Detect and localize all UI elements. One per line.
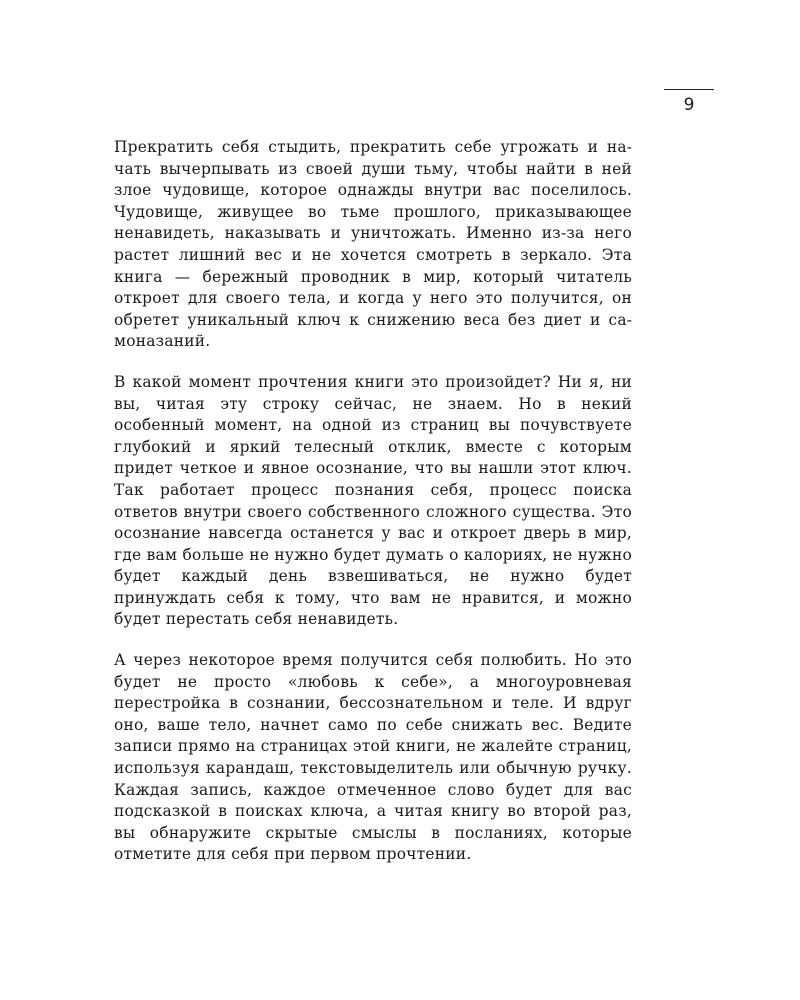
- page-number: 9: [683, 95, 695, 115]
- page-number-rule: [664, 89, 714, 90]
- paragraph: Прекратить себя стыдить, прекратить себе угрожать и начать вычерпывать из своей души тьму, чтобы найти в ней злое чудовище, которое однажды внутри вас поселилось. Чудовище, живущее во тьме прошлого, приказывающее ненавидеть, наказывать и уничтожать. Именно из-за него растет лишний вес и не хочется смотреть в зеркало. Эта книга — бережный проводник в мир, который читатель откроет для своего тела, и когда у него это получится, он обретет уникальный ключ к снижению веса без диет и самоназаний.: [114, 138, 632, 351]
- paragraph: А через некоторое время получится себя полюбить. Но это будет не просто «любовь к себе», а многоуровневая перестройка в сознании, бессознательном и теле. И вдруг оно, ваше тело, начнет само по себе снижать вес. Ведите записи прямо на страницах этой книги, не жалейте страниц, используя карандаш, текстовыделитель или обычную ручку. Каждая запись, каждое отмеченное слово будет для вас подсказкой в поисках ключа, а читая книгу во второй раз, вы обнаружите скрытые смыслы в посланиях, которые отметите для себя при первом прочтении.: [114, 651, 632, 864]
- paragraph: В какой момент прочтения книги это произойдет? Ни я, ни вы, читая эту строку сейчас, не знаем. Но в некий особенный момент, на одной из страниц вы почувствуете глубокий и яркий телесный отклик, вместе с которым придет четкое и явное осознание, что вы нашли этот ключ. Так работает процесс познания себя, процесс поиска ответов внутри своего собственного сложного существа. Это осознание навсегда останется у вас и откроет дверь в мир, где вам больше не нужно будет думать о калориях, не нужно будет каждый день взвешиваться, не нужно будет принуждать себя к тому, что вам не нравится, и можно будет перестать себя ненавидеть.: [114, 372, 632, 629]
- body-text: [114, 137, 632, 866]
